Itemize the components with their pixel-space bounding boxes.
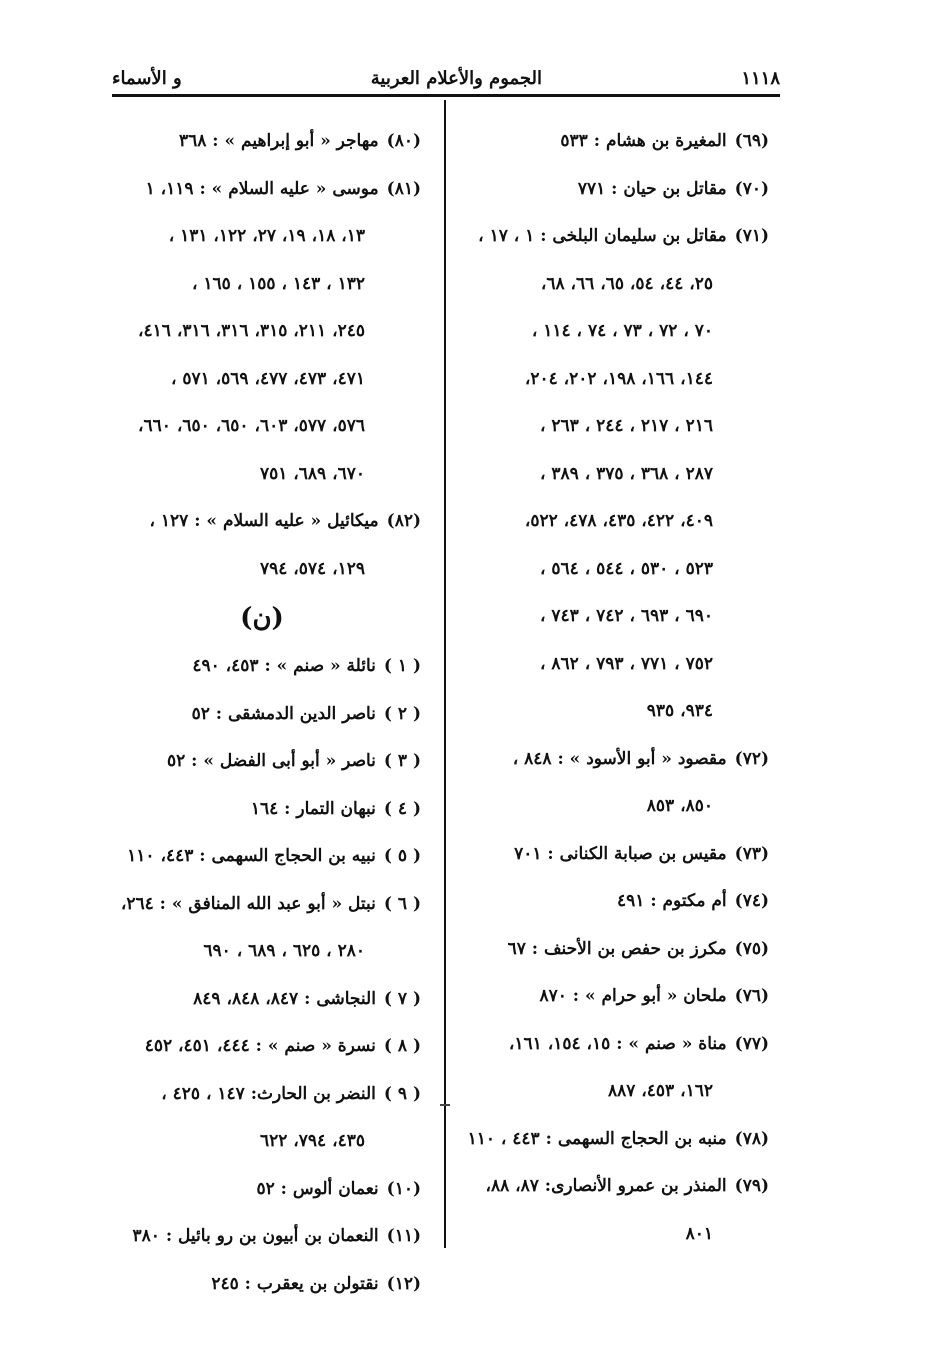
entry-continuation: ١٤٤، ١٦٦، ١٩٨، ٢٠٢، ٢٠٤، [524,368,713,389]
entry-text: مكرز بن حفص بن الأحنف : ٦٧ [507,938,727,959]
entry-continuation: ٢٤٥، ٢١١، ٣١٥، ٣١٦، ٣١٦، ٤١٦، [138,321,365,341]
index-entry [469,1021,769,1069]
entry-number: (٨٠) [386,131,421,151]
entry-number: (٧٣) [734,843,769,864]
page-number: ١١١٨ [741,68,780,89]
entry-text: مناة « صنم » : ١٥، ١٥٤، ١٦١، [508,1033,727,1054]
entry-continuation: ٧٠ ، ٧٢ ، ٧٣ ، ٧٤ ، ١١٤ ، [531,321,713,341]
running-header [112,66,780,97]
index-column-right [469,118,769,1258]
entry-text: ناصر « أبو أبى الفضل » : ٥٢ [166,751,376,771]
index-entry [469,926,769,974]
entry-text: أم مكتوم : ٤٩١ [617,891,727,911]
entry-number: ( ١ ) [383,656,421,676]
section-heading [103,593,421,643]
entry-text: مقيس بن صبابة الكنانى : ٧٠١ [514,843,727,864]
entry-continuation: ٤٣٥، ٧٩٤، ٦٢٢ [259,1131,365,1151]
section-letter: (ن) [240,603,284,633]
entry-text: المغيرة بن هشام : ٥٣٣ [560,131,727,151]
entry-number: ( ٢ ) [383,703,421,724]
entry-number: (٧٢) [734,748,769,769]
entry-number: (٨٢) [386,511,421,531]
index-entry [103,786,421,834]
entry-number: (٧٥) [734,938,769,959]
entry-text: المنذر بن عمرو الأنصارى: ٨٧، ٨٨، [485,1176,727,1196]
entry-text: مهاجر « أبو إبراهيم » : ٣٦٨ [178,131,379,151]
divider-mark [440,1104,450,1106]
entry-number: ( ٥ ) [383,846,421,866]
entry-text: النعمان بن أبيون بن رو بائيل : ٣٨٠ [132,1226,379,1246]
index-entry [469,736,769,784]
index-entry [469,878,769,926]
entry-number: (٧٦) [734,986,769,1006]
index-entry [103,1071,421,1119]
index-entry [103,833,421,881]
index-entry [103,881,421,929]
index-entry [103,1213,421,1261]
entry-continuation: ٢٨٧ ، ٣٦٨ ، ٣٧٥ ، ٣٨٩ ، [539,463,713,484]
index-entry [103,1261,421,1309]
entry-number: ( ٧ ) [383,988,421,1009]
entry-text: ناصر الدين الدمشقى : ٥٢ [191,703,376,724]
index-entry [103,976,421,1024]
entry-number: ( ٨ ) [383,1036,421,1056]
index-column-left [103,118,421,1308]
index-entry [103,1166,421,1214]
index-entry [469,1116,769,1164]
index-entry [469,973,769,1021]
entry-text: نبهان التمار : ١٦٤ [250,798,376,819]
entry-number: (١٢) [386,1273,421,1294]
entry-text: نبيه بن الحجاج السهمى : ٤٤٣، ١١٠ [127,846,376,866]
entry-continuation: ١٣، ١٨، ١٩، ٢٧، ١٢٢، ١٣١ ، [168,226,365,246]
entry-continuation: ٤٠٩، ٤٢٢، ٤٣٥، ٤٧٨، ٥٢٢، [524,511,713,531]
entry-number: (٦٩) [734,131,769,151]
entry-text: نبتل « أبو عبد الله المنافق » : ٢٦٤، [120,893,376,914]
index-entry [103,691,421,739]
entry-text: موسى « عليه السلام » : ١١٩، ١ [145,178,379,199]
entry-continuation: ٦٧٠، ٦٨٩، ٧٥١ [259,463,365,484]
entry-text: نقتولن بن يعقرب : ٢٤٥ [211,1273,379,1294]
entry-number: ( ٦ ) [383,893,421,914]
index-entry [103,118,421,166]
index-entry [469,213,769,261]
entry-continuation: ١٦٢، ٤٥٣، ٨٨٧ [607,1081,713,1101]
index-entry [469,166,769,214]
entry-continuation: ٧٥٢ ، ٧٧١ ، ٧٩٣ ، ٨٦٢ ، [539,653,713,674]
entry-continuation: ٤٧١، ٤٧٣، ٤٧٧، ٥٦٩، ٥٧١ ، [170,368,365,389]
entry-text: منبه بن الحجاج السهمى : ٤٤٣ ، ١١٠ [467,1128,727,1149]
index-entry [469,831,769,879]
entry-number: ( ٣ ) [383,751,421,771]
index-entry [103,498,421,546]
entry-text: النضر بن الحارث: ١٤٧ ، ٤٢٥ ، [161,1083,376,1104]
entry-number: (٧٩) [734,1176,769,1196]
entry-continuation: ٥٧٦، ٥٧٧، ٦٠٣، ٦٥٠، ٦٥٠، ٦٦٠، [138,416,365,436]
index-entry [103,738,421,786]
index-entry [469,1163,769,1211]
entry-number: (٧٨) [734,1128,769,1149]
entry-text: نسرة « صنم » : ٤٤٤، ٤٥١، ٤٥٢ [144,1036,376,1056]
entry-continuation: ٦٩٠ ، ٦٩٣ ، ٧٤٢ ، ٧٤٣ ، [539,606,713,626]
entry-number: (٨١) [386,178,421,199]
entry-number: (١٠) [386,1178,421,1199]
entry-number: (١١) [386,1226,421,1246]
entry-continuation: ٨٥٠، ٨٥٣ [646,796,713,816]
entry-continuation: ٩٣٤، ٩٣٥ [646,701,713,721]
header-title: الجموم والأعلام العربية [370,68,542,89]
entry-continuation: ١٢٩، ٥٧٤، ٧٩٤ [259,558,365,579]
index-entry [103,643,421,691]
entry-text: ملحان « أبو حرام » : ٨٧٠ [539,986,727,1006]
entry-text: مقاتل بن حيان : ٧٧١ [577,178,727,199]
entry-text: ميكائيل « عليه السلام » : ١٢٧ ، [149,511,379,531]
entry-continuation: ٥٢٣ ، ٥٣٠ ، ٥٤٤ ، ٥٦٤ ، [539,558,713,579]
entry-text: مقصود « أبو الأسود » : ٨٤٨ ، [512,748,727,769]
entry-number: (٧٧) [734,1033,769,1054]
entry-continuation: ٢١٦ ، ٢١٧ ، ٢٤٤ ، ٢٦٣ ، [539,416,713,436]
column-divider [444,100,446,1248]
entry-number: ( ٩ ) [383,1083,421,1104]
entry-text: نائلة « صنم » : ٤٥٣، ٤٩٠ [192,656,376,676]
entry-text: مقاتل بن سليمان البلخى : ١ ، ١٧ ، [478,226,727,246]
entry-number: (٧١) [734,226,769,246]
index-entry [469,118,769,166]
index-entry [103,166,421,214]
entry-text: نعمان ألوس : ٥٢ [256,1178,379,1199]
entry-continuation: ١٣٢ ، ١٤٣ ، ١٥٥ ، ١٦٥ ، [191,273,365,294]
entry-text: النجاشى : ٨٤٧، ٨٤٨، ٨٤٩ [193,988,376,1009]
index-entry [103,1023,421,1071]
entry-number: (٧٠) [734,178,769,199]
entry-number: (٧٤) [734,891,769,911]
entry-continuation: ٨٠١ [685,1223,713,1244]
header-section-title: و الأسماء [112,68,182,89]
entry-number: ( ٤ ) [383,798,421,819]
entry-continuation: ٢٨٠ ، ٦٢٥ ، ٦٨٩ ، ٦٩٠ [203,941,365,961]
entry-continuation: ٢٥، ٤٤، ٥٤، ٦٥، ٦٦، ٦٨، [540,273,713,294]
